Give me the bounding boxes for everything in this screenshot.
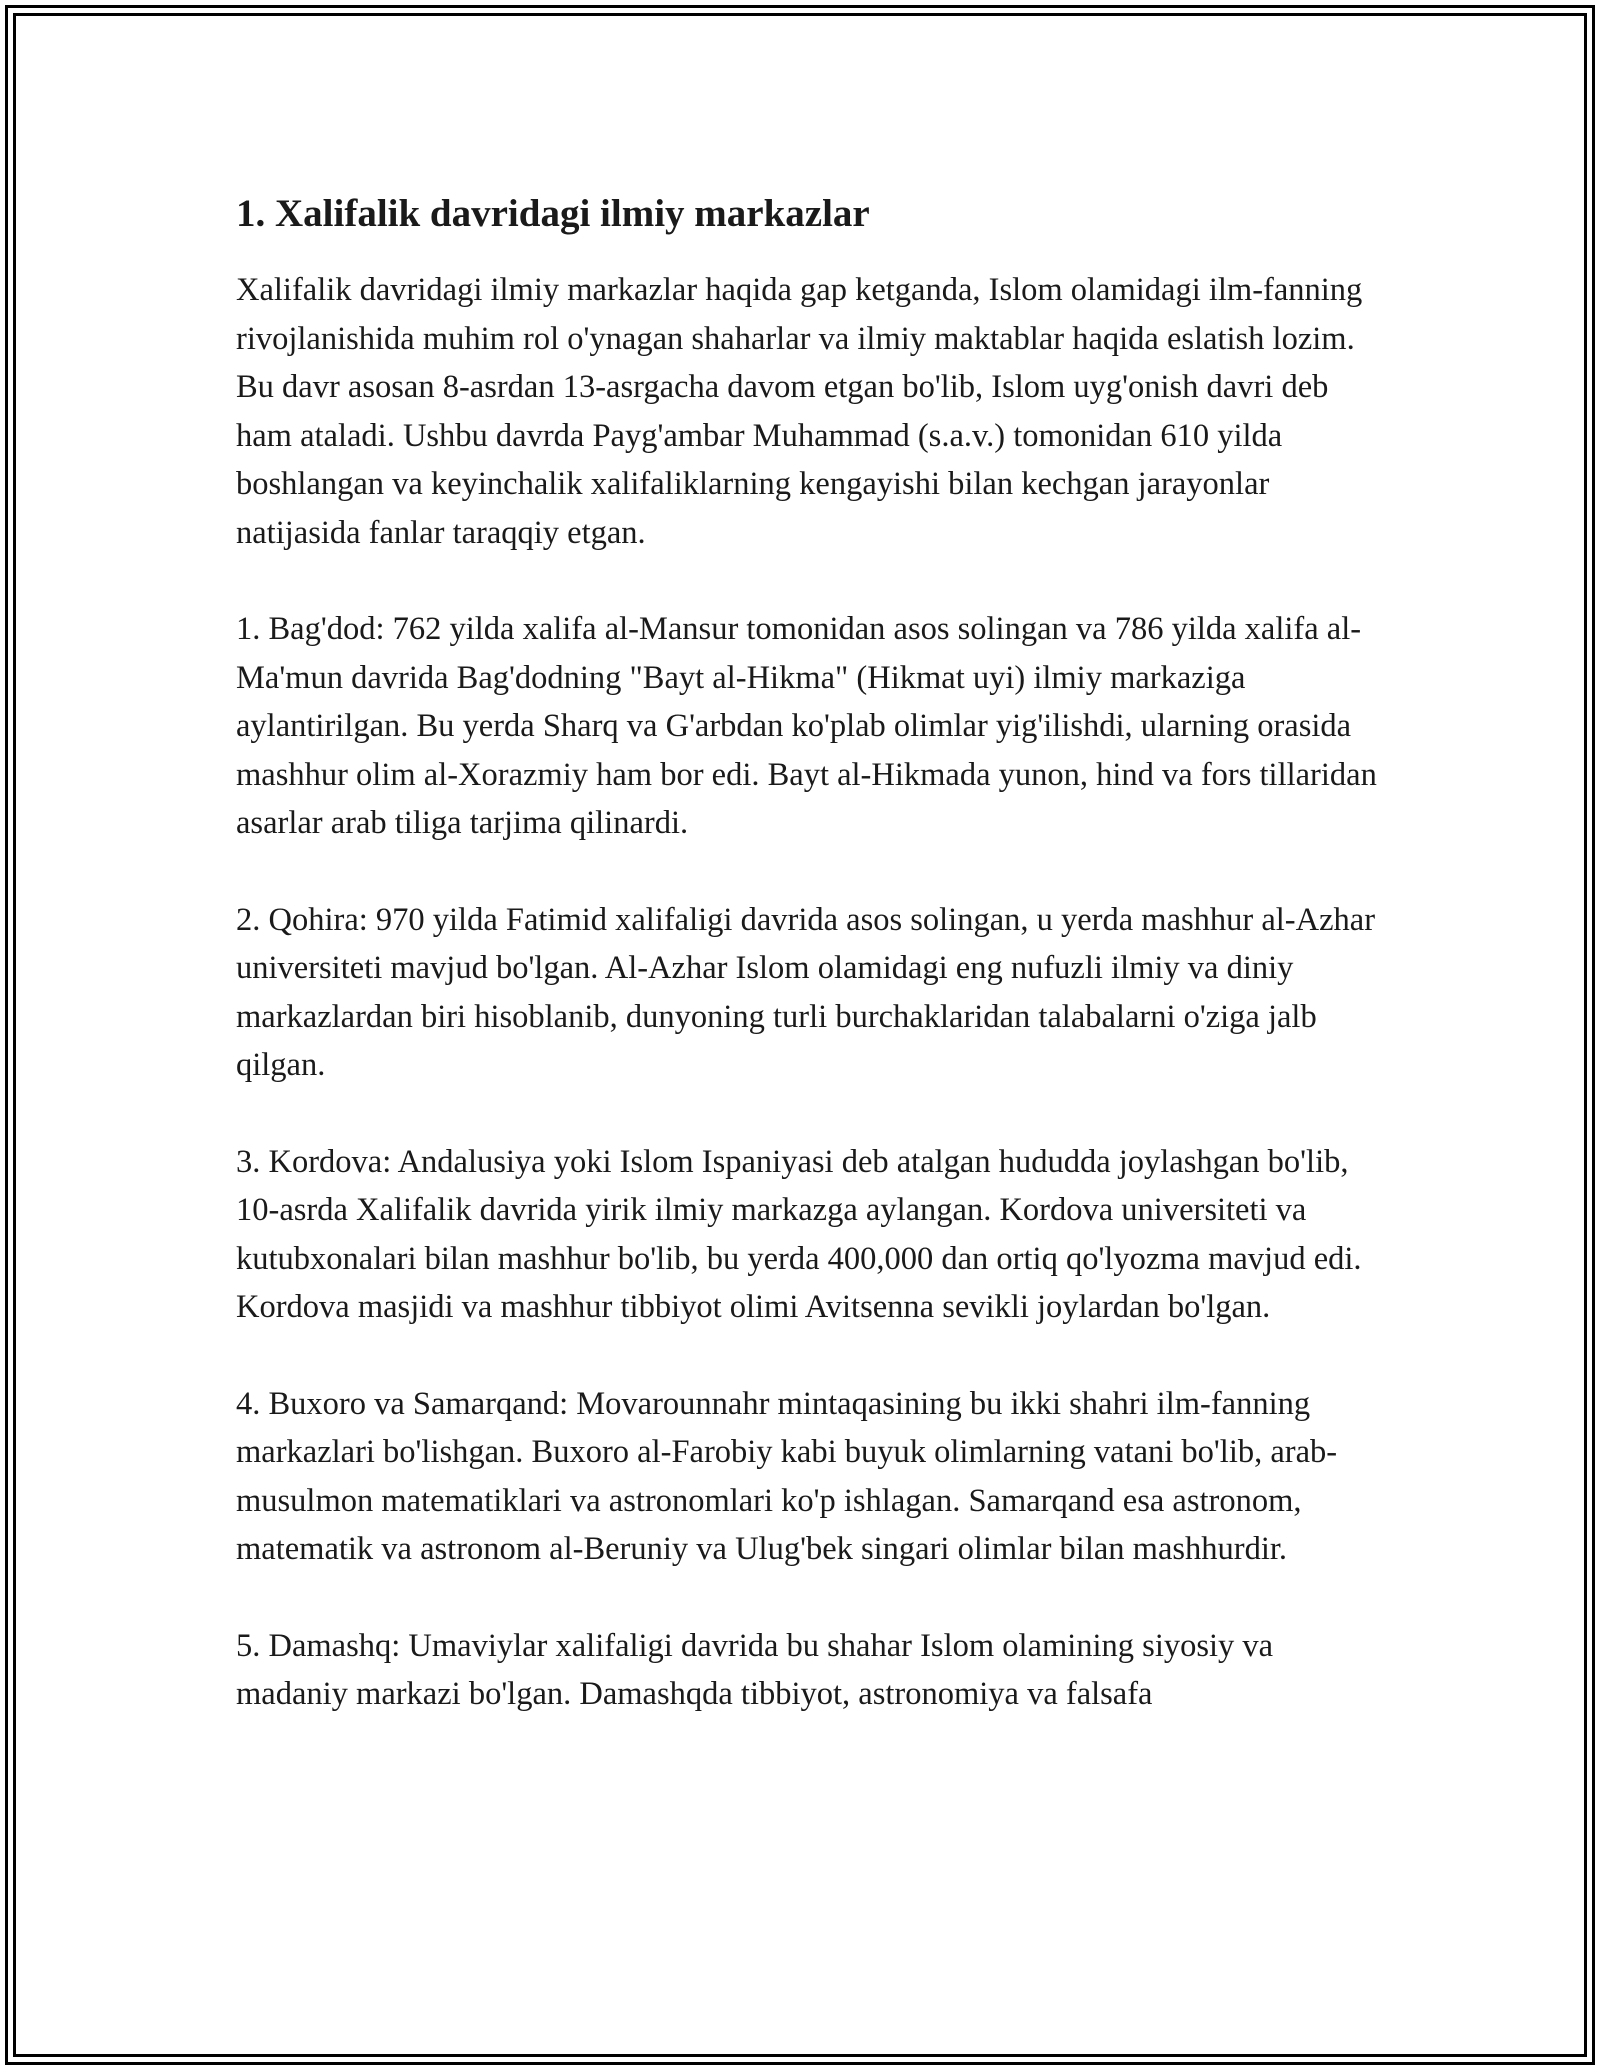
list-item-damascus: 5. Damashq: Umaviylar xalifaligi davrida bu shahar Islom olamining siyosiy va madaniy markazi bo'lgan. Damashqda tibbiyot, astronomiya va falsafa	[236, 1627, 1274, 1712]
list-item-cordoba: 3. Kordova: Andalusiya yoki Islom Ispaniyasi deb atalgan hududda joylashgan bo'lib, 10-asrda Xalifalik davrida yirik ilmiy markazga aylangan. Kordova universiteti va kutubxonalari bilan mashhur bo'lib, bu yerda 400,000 dan ortiq qo'lyozma mavjud edi. Kordova masjidi va mashhur tibbiyot olimi Avitsenna sevikli joylardan bo'lgan.	[236, 1143, 1362, 1325]
section-title: 1. Xalifalik davridagi ilmiy markazlar	[236, 192, 870, 235]
list-item-cairo: 2. Qohira: 970 yilda Fatimid xalifaligi davrida asos solingan, u yerda mashhur al-Azhar universiteti mavjud bo'lgan. Al-Azhar Islom olamidagi eng nufuzli ilmiy va diniy markazlardan biri hisoblanib, dunyoning turli burchaklaridan talabalarni o'ziga jalb qilgan.	[236, 901, 1376, 1083]
document-body	[236, 186, 1386, 1767]
list-item-baghdad: 1. Bag'dod: 762 yilda xalifa al-Mansur tomonidan asos solingan va 786 yilda xalifa al-Ma'mun davrida Bag'dodning "Bayt al-Hikma" (Hikmat uyi) ilmiy markaziga aylantirilgan. Bu yerda Sharq va G'arbdan ko'plab olimlar yig'ilishdi, ularning orasida mashhur olim al-Xorazmiy ham bor edi. Bayt al-Hikmada yunon, hind va fors tillaridan asarlar arab tiliga tarjima qilinardi.	[236, 611, 1377, 841]
list-item-bukhara-samarkand: 4. Buxoro va Samarqand: Movarounnahr mintaqasining bu ikki shahri ilm-fanning markazlari bo'lishgan. Buxoro al-Farobiy kabi buyuk olimlarning vatani bo'lib, arab-musulmon matematiklari va astronomlari ko'p ishlagan. Samarqand esa astronom, matematik va astronom al-Beruniy va Ulug'bek singari olimlar bilan mashhurdir.	[236, 1385, 1338, 1567]
intro-paragraph: Xalifalik davridagi ilmiy markazlar haqida gap ketganda, Islom olamidagi ilm-fanning rivojlanishida muhim rol o'ynagan shaharlar va ilmiy maktablar haqida eslatish lozim. Bu davr asosan 8-asrdan 13-asrgacha davom etgan bo'lib, Islom uyg'onish davri deb ham ataladi. Ushbu davrda Payg'ambar Muhammad (s.a.v.) tomonidan 610 yilda boshlangan va keyinchalik xalifaliklarning kengayishi bilan kechgan jarayonlar natijasida fanlar taraqqiy etgan.	[236, 272, 1363, 551]
